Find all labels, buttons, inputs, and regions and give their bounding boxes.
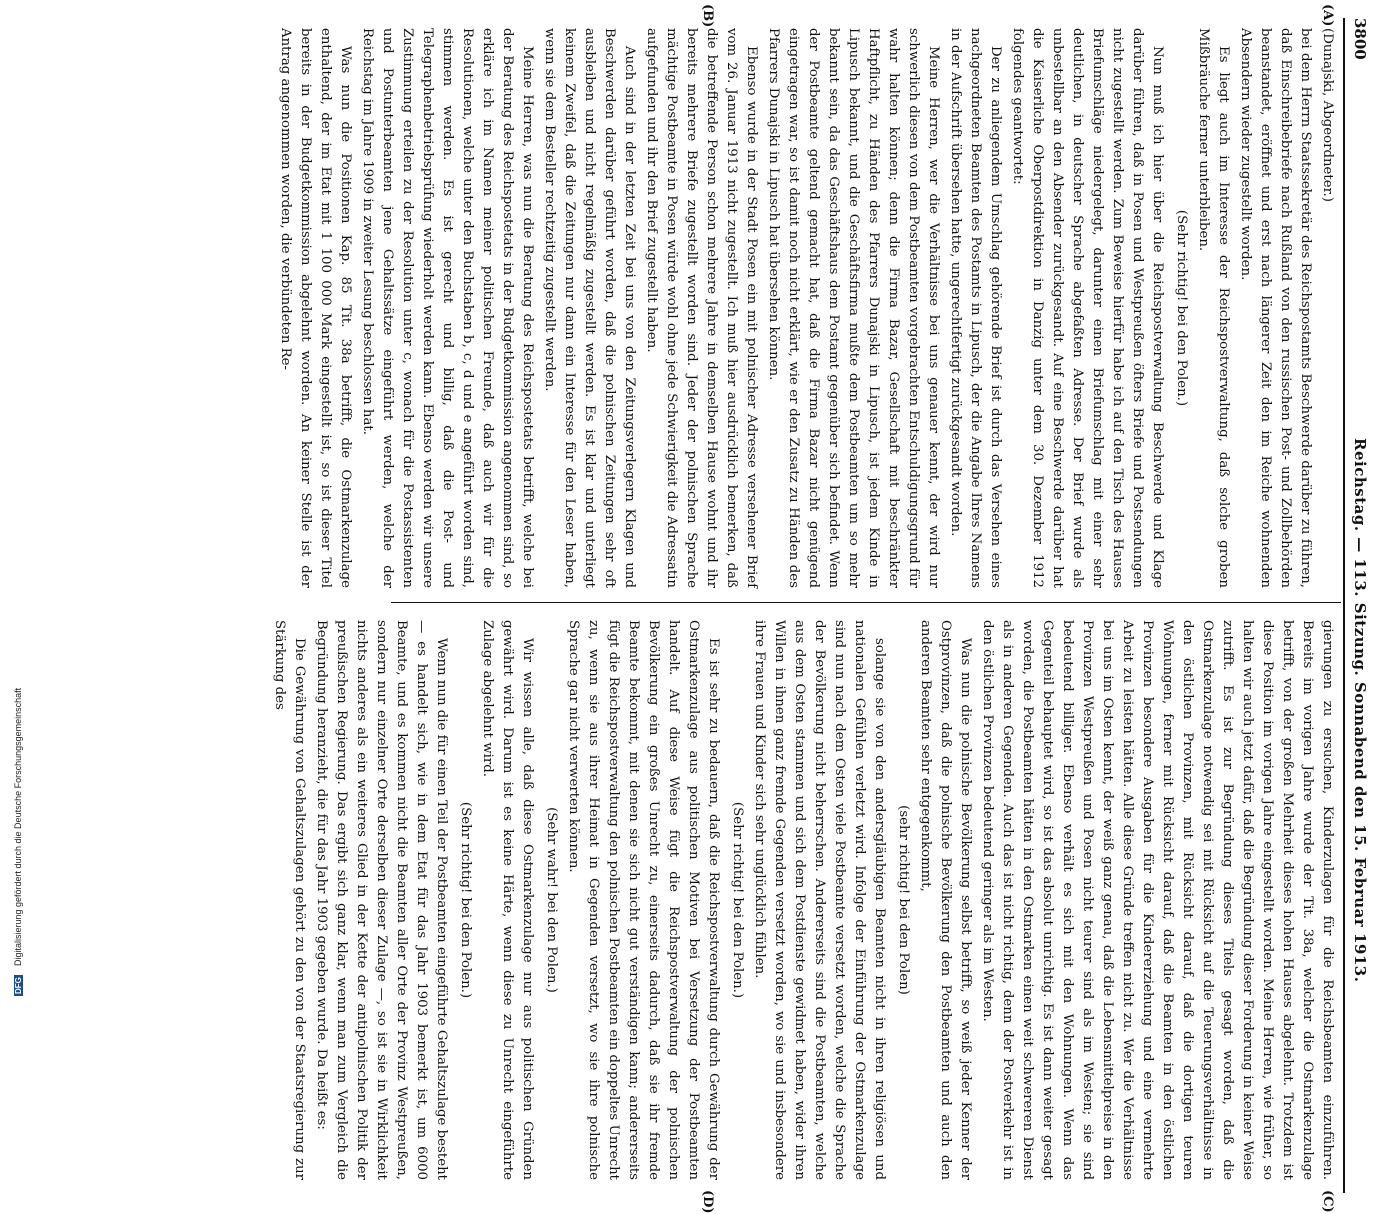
running-title: Reichstag. — 113. Sitzung. Sonnabend den 15. Februar 1913. <box>1351 438 1369 983</box>
paragraph: Auch sind in der letzten Zeit bei uns von den Zeitungsverlegern Klagen und Beschwerden darüber geführt worden, daß die polnischen Zeitungen sehr oft ausbleiben und nicht regelmäßig zugestellt werden. Es ist klar und unterliegt keinem Zweifel, daß die Zeitungen nur dann ein Interesse für den Leser haben, wenn sie dem Besteller rechtzeitig zugestellt werden. <box>542 28 637 588</box>
page-header <box>1347 18 1369 1193</box>
margin-marker-d: (D) <box>700 1190 715 1214</box>
dfg-logo: DFG <box>14 977 23 994</box>
digitization-credit: Digitalisierung gefördert durch die Deutsche Forschungsgemeinschaft <box>13 687 23 967</box>
column-rule <box>391 602 1341 603</box>
paragraph: Was nun die Positionen Kap. 85 Tit. 38a betrifft, die Ostmarkenzulage enthaltend, der im Etat mit 1 100 000 Mark eingestellt ist, so ist dieser Titel bereits in der Budgetkommission abgelehnt worden. An keiner Stelle ist der Antrag angenommen worden, die verbündeten Re- <box>278 28 353 588</box>
paragraph: Die Gewährung von Gehaltszulagen gehört zu den von der Staatsregierung zur Stärkung des <box>272 620 307 1180</box>
margin-marker-a: (A) <box>1320 4 1335 27</box>
paragraph: Meine Herren, was nun die Beratung des Reichspostetats betrifft, welche bei der Beratung des Reichspostetats in der Budgetkommission angenommen sind, so erkläre ich im Namen meiner politischen Freunde, daß auch wir für die Resolutionen, welche unter den Buchstaben b, c, d und e angeführt worden sind, stimmen werden. Es ist gerecht und billig, daß die Post- und Telegraphenbetriebsprüfung wiederholt werden kann. Ebenso werden wir unsere Zustimmung erteilen zu der Resolution unter c, wonach für die Postassistenten und Postunterbeamten jene Gehaltssätze eingeführt werden, welche der Reichstag im Jahre 1909 in zweiter Lesung beschlossen hat. <box>360 28 535 588</box>
paragraph: (Sehr richtig! bei den Polen.) <box>730 801 745 999</box>
paragraph: solange sie von den andersgläubigen Beamten nicht in ihren religiösen und nationalen Gefühlen verletzt wird. Infolge der Einführung der Ostmarkenzulage sind nun nach dem Osten viele Postbeamte versetzt worden, welche die Sprache der Bevölkerung nicht beherrschen. Andererseits sind die Postbeamten, welche aus dem Osten stammen und sich dem Postdienste gewidmet haben, wider ihren Willen in ihnen ganz fremde Gegenden versetzt worden, wo sie und insbesondere ihre Frauen und Kinder sich sehr unglücklich fühlen. <box>752 620 887 1180</box>
paragraph: Was nun die polnische Bevölkerung selbst betrifft, so weiß jeder Kenner der Ostprovinzen, daß die polnische Bevölkerung den Postbeamten und auch den anderen Beamten sehr entgegenkommt, <box>918 620 973 1180</box>
paragraph: (sehr richtig! bei den Polen) <box>896 805 911 995</box>
header-rule <box>1343 18 1345 1193</box>
paragraph: Es liegt auch im Interesse der Reichspostverwaltung, daß solche groben Mißbräuche ferner unterbleiben. <box>1196 28 1231 588</box>
left-column <box>273 28 1337 588</box>
margin-marker-c: (C) <box>1320 1190 1335 1213</box>
paragraph: Der zu anliegendem Umschlag gehörende Brief ist durch das Versehen eines nachgeordneten Beamten des Postamts in Lipusch, der die Angabe Ihres Namens in der Aufschrift übersehen hatte, ungerechtfertigt zurückgesandt worden. <box>948 28 1003 588</box>
paragraph: gierungen zu ersuchen, Kinderzulagen für die Reichsbeamten einzuführen. Bereits im vorigen Jahre wurde der Tit. 38a, welcher die Ostmarkenzulage betrifft, von der großen Mehrheit dieses hohen Hauses abgelehnt. Trotzdem ist diese Position im vorigen Jahre eingestellt worden. Meine Herren, wie früher, so halten wir auch jetzt dafür, daß die Begründung dieser Forderung in keiner Weise zutrifft. Es ist zur Begründung dieses Titels gesagt worden, daß die Ostmarkenzulage notwendig sei mit Rücksicht auf die Teuerungsverhältnisse in den östlichen Provinzen, mit Rücksicht darauf, daß die dortigen teuren Wohnungen, ferner mit Rücksicht darauf, daß die Beamten in den östlichen Provinzen besondere Ausgaben für die Kindererziehung und eine vermehrte Arbeit zu leisten hätten. Alle diese Gründe treffen nicht zu. Wer die Verhältnisse bei uns im Osten kennt, der weiß ganz genau, daß die Lebensmittelpreise in den Provinzen Westpreußen und Posen nicht teurer sind als im Westen; sie sind bedeutend billiger. Ebenso verhält es sich mit den Wohnungen. Wenn das Gegenteil behauptet wird, so ist das absolut unrichtig. Es ist dann weiter gesagt worden, die Postbeamten hätten in den Ostmarken einen weit schwereren Dienst als in anderen Gegenden. Auch das ist nicht richtig, denn der Postverkehr ist in den östlichen Provinzen bedeutend geringer als im Westen. <box>980 620 1335 1180</box>
digitization-note <box>6 0 23 996</box>
paragraph: Ebenso wurde in der Stadt Posen ein mit polnischer Adresse versehener Brief vom 26. Januar 1913 nicht zugestellt. Ich muß hier ausdrücklich bemerken, daß die betreffende Person schon mehrere Jahre in demselben Hause wohnt und ihr bereits mehrere Briefe zugestellt worden sind. Jeder der polnischen Sprache mächtige Postbeamte in Posen würde wohl ohne jede Schwierigkeit die Adressatin aufgefunden und ihr den Brief zugestellt haben. <box>644 28 759 588</box>
paragraph: (Sehr wahr! bei den Polen.) <box>544 807 559 993</box>
page-number: 3800 <box>1351 18 1369 60</box>
paragraph: Meine Herren, wer die Verhältnisse bei uns genauer kennt, der wird nur schwerlich diesen von dem Postbeamten vorgebrachten Entschuldigungsgrund für wahr halten können; denn die Firma Bazar, Gesellschaft mit beschränkter Haftpflicht, zu Händen des Pfarrers Dunajski in Lipusch, ist jedem Kinde in Lipusch bekannt, und die Geschäftsfirma mußte dem Postbeamten um so mehr bekannt sein, da das Geschäftshaus dem Postamt gegenüber sich befindet. Wenn der Postbeamte geltend gemacht hat, daß die Firma Bazar nicht genügend eingetragen war, so ist damit noch nicht erklärt, wie er den Zusatz zu Händen des Pfarrers Dunajski in Lipusch hat übersehen können. <box>766 28 941 588</box>
paragraph: (Dunajski, Abgeordneter.) <box>1320 28 1335 202</box>
paragraph: (Sehr richtig! bei den Polen.) <box>458 801 473 999</box>
paragraph: Nun muß ich hier über die Reichspostverwaltung Beschwerde und Klage darüber führen, daß in Posen und Westpreußen öfters Briefe und Postsendungen nicht zugestellt werden. Zum Beweise hierfür habe ich auf den Tisch des Hauses Briefumschläge niedergelegt, darunter einen Briefumschlag mit einer sehr deutlichen, in deutscher Sprache abgefaßten Adresse. Der Brief wurde als unbestellbar an den Absender zurückgesandt. Auf eine Beschwerde darüber hat die Kaiserliche Oberpostdirektion in Danzig unter dem 30. Dezember 1912 folgendes geantwortet: <box>1010 28 1165 588</box>
paragraph: bei dem Herrn Staatssekretär des Reichspostamts Beschwerde darüber zu führen, daß Einschreibebriefe nach Rußland von den russischen Post- und Zollbehörden beanstandet, eröffnet und erst nach längerer Zeit den im Reiche wohnenden Absendern wieder zugestellt worden. <box>1238 28 1313 588</box>
paragraph: Wir wissen alle, daß diese Ostmarkenzulage nur aus politischen Gründen gewährt wird. Darum ist es keine Härte, wenn diese zu Unrecht eingeführte Zulage abgelehnt wird. <box>480 620 535 1180</box>
right-column <box>267 620 1337 1180</box>
paragraph: Wenn nun die für einen Teil der Postbeamten eingeführte Gehaltszulage besteht — es handelt sich, wie in dem Etat für das Jahr 1903 bemerkt ist, um 6000 Beamte, und es kommen nicht die Beamten aller Orte der Provinz Westpreußen, sondern nur einzelner Orte derselben dieser Zulage —, so ist sie in Wirklichkeit nichts anderes als ein weiteres Glied in der Kette der antipolnischen Politik der preußischen Regierung. Das ergibt sich ganz klar, wenn man zum Vergleich die Begründung heranzieht, die für das Jahr 1903 gegeben wurde. Da heißt es: <box>314 620 449 1180</box>
paragraph: (Sehr richtig! bei den Polen.) <box>1174 209 1189 407</box>
paragraph: Es ist sehr zu bedauern, daß die Reichspostverwaltung durch Gewährung der Ostmarkenzulage aus politischen Motiven bei Versetzung der Postbeamten handelt. Auf diese Weise fügt die Reichspostverwaltung der polnischen Bevölkerung ein großes Unrecht zu, einerseits dadurch, daß sie ihr fremde Beamte bekommt, mit denen sie sich nicht gut verständigen kann; andererseits fügt die Reichspostverwaltung den polnischen Postbeamten ein doppeltes Unrecht zu, wenn sie aus ihrer Heimat in Gegenden versetzt, wo sie ihre polnische Sprache gar nicht verwerten können. <box>566 620 721 1180</box>
margin-marker-b: (B) <box>700 4 715 28</box>
